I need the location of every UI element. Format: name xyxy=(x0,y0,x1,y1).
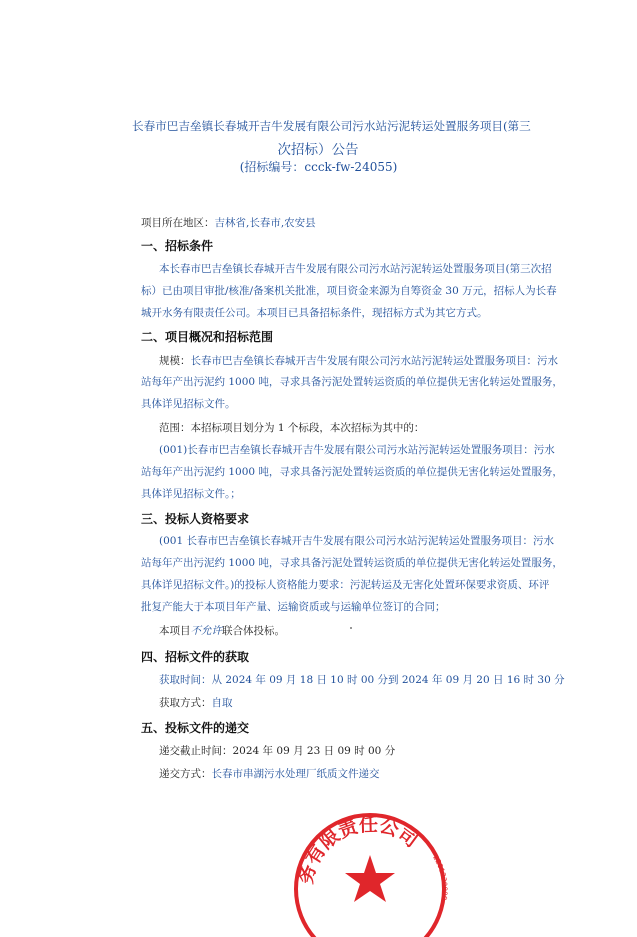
scale-line-1 xyxy=(159,351,558,372)
qual-line-2: 站每年产出污泥约 1000 吨，寻求具备污泥处置转运资质的单位提供无害化转运处置服务， xyxy=(141,557,563,569)
consortium-suffix: 联合体投标。 xyxy=(222,625,285,637)
seal-star-icon xyxy=(345,855,395,902)
scale-text-1: 长春市巴吉垒镇长春城开吉牛发展有限公司污水站污泥转运处置服务项目：污水 xyxy=(190,355,558,367)
location-value: 吉林省,长春市,农安县 xyxy=(214,217,316,229)
range-item-line-2: 站每年产出污泥约 1000 吨，寻求具备污泥处置转运资质的单位提供无害化转运处置服务， xyxy=(141,466,563,478)
sec1-line-2: 标）已由项目审批/核准/备案机关批准，项目资金来源为自筹资金 30 万元，招标人为长春 xyxy=(141,285,557,297)
scale-line-3: 具体详见招标文件。 xyxy=(141,398,236,410)
scan-speck xyxy=(350,627,352,629)
qual-line-3: 具体详见招标文件。)的投标人资格能力要求：污泥转运及无害化处置环保要求资质、环评 xyxy=(141,579,550,591)
section-1-heading: 一、招标条件 xyxy=(141,239,214,253)
tender-code: (招标编号：ccck-fw-24055) xyxy=(239,160,398,174)
seal-text: 务有限责任公司 xyxy=(294,813,423,887)
qual-line-4: 批复产能大于本项目年产量、运输资质或与运输单位签订的合同； xyxy=(141,601,446,613)
document-title xyxy=(132,114,531,162)
submit-method-line xyxy=(159,764,380,785)
scale-line-2: 站每年产出污泥约 1000 吨，寻求具备污泥处置转运资质的单位提供无害化转运处置服务， xyxy=(141,376,563,388)
obtain-method-label: 获取方式： xyxy=(159,697,212,709)
title-line-1: 长春市巴吉垒镇长春城开吉牛发展有限公司污水站污泥转运处置服务项目(第三 xyxy=(132,119,531,133)
submit-method-label: 递交方式： xyxy=(159,768,212,780)
obtain-method-line xyxy=(159,693,233,714)
consortium-line xyxy=(159,621,285,642)
consortium-flag: 不允许 xyxy=(190,625,222,637)
location-label: 项目所在地区： xyxy=(141,217,215,229)
scale-label: 规模： xyxy=(159,355,191,367)
section-3-heading: 三、投标人资格要求 xyxy=(141,512,250,526)
submit-deadline: 递交截止时间：2024 年 09 月 23 日 09 时 00 分 xyxy=(159,745,396,757)
range-item-line-1: (001)长春市巴吉垒镇长春城开吉牛发展有限公司污水站污泥转运处置服务项目：污水 xyxy=(159,444,555,456)
obtain-time: 获取时间：从 2024 年 09 月 18 日 10 时 00 分到 2024 年 09 月 20 日 16 时 30 分 xyxy=(159,674,565,686)
range-line: 范围：本招标项目划分为 1 个标段，本次招标为其中的： xyxy=(159,422,425,434)
section-5-heading: 五、投标文件的递交 xyxy=(141,721,250,735)
company-seal xyxy=(290,797,450,937)
project-location xyxy=(141,213,316,234)
section-4-heading: 四、招标文件的获取 xyxy=(141,650,250,664)
range-item-line-3: 具体详见招标文件。； xyxy=(141,488,241,500)
consortium-prefix: 本项目 xyxy=(159,625,191,637)
obtain-method-value: 自取 xyxy=(211,697,233,709)
seal-number: 2201230009 xyxy=(431,853,449,901)
sec1-line-1: 本长春市巴吉垒镇长春城开吉牛发展有限公司污水站污泥转运处置服务项目(第三次招 xyxy=(159,263,552,275)
title-line-2: 次招标）公告 xyxy=(277,142,359,158)
sec1-line-3: 城开水务有限责任公司。本项目已具备招标条件，现招标方式为其它方式。 xyxy=(141,307,488,319)
qual-line-1: (001 长春市巴吉垒镇长春城开吉牛发展有限公司污水站污泥转运处置服务项目：污水 xyxy=(159,535,554,547)
submit-method-value: 长春市串湖污水处理厂纸质文件递交 xyxy=(211,768,380,780)
section-2-heading: 二、项目概况和招标范围 xyxy=(141,330,274,344)
